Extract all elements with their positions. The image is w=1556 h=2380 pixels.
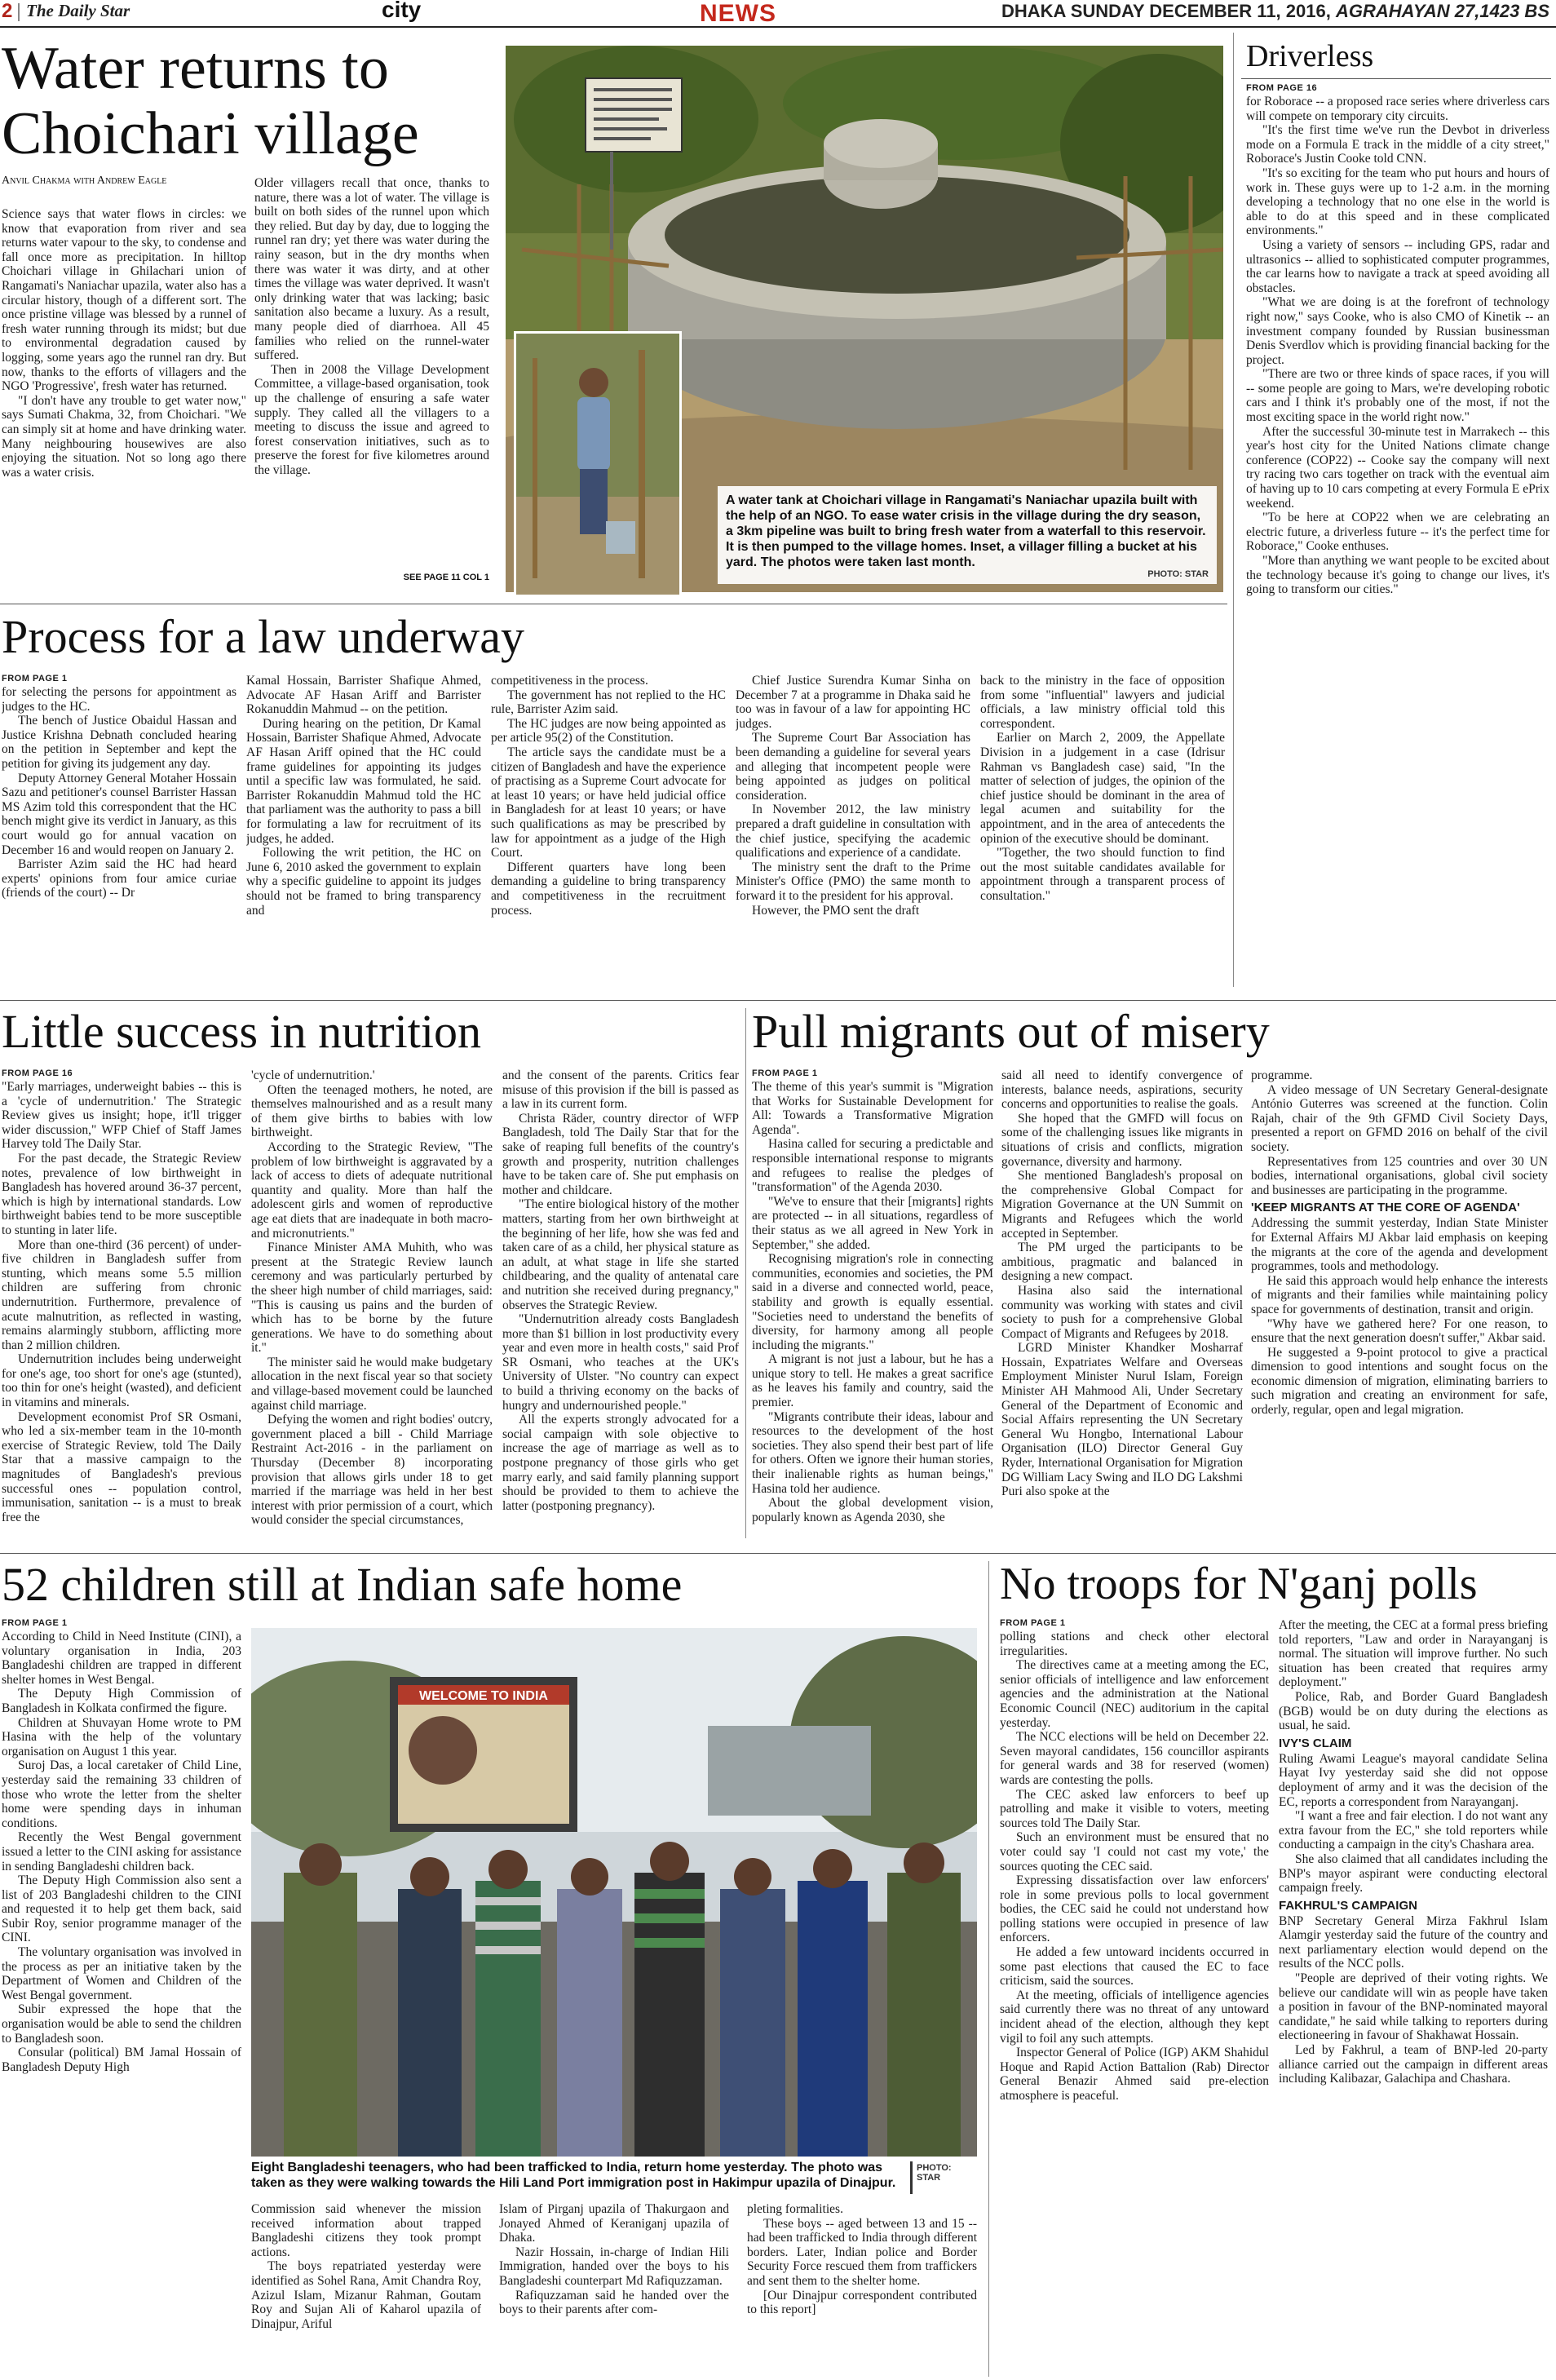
villager-illustration <box>516 334 679 595</box>
paragraph: Rafiquzzaman said he handed over the boys to their parents after com- <box>499 2288 729 2317</box>
subhead: FAKHRUL'S CAMPAIGN <box>1279 1898 1417 1913</box>
paragraph: The NCC elections will be held on December 22. Seven mayoral candidates, 156 councillor aspirants for general wards and 38 for reserved (women) wards are contesting the polls. <box>1000 1730 1269 1787</box>
paragraph: The theme of this year's summit is "Migration that Works for Sustainable Development for All: Towards a Transformative Migration Agenda". <box>752 1080 993 1137</box>
paragraph: About the global development vision, popularly known as Agenda 2030, she <box>752 1496 993 1524</box>
paragraph: Suroj Das, a local caretaker of Child Line, yesterday said the remaining 33 children of those who wrote the letter from the shelter home were spending days in inhuman conditions. <box>2 1758 241 1830</box>
paragraph: Science says that water flows in circles: we know that evaporation from river and sea returns water vapour to the sky, to condense and fall once more as precipitation. In hilltop Choichari village in Ghilachari union of Rangamati's Naniachar upazila, water also has a circular history, though of a different sort. The once pristine village was blessed by a runnel of fresh water running through its midst; but due to environmental degradation caused by logging, some years ago the runnel ran dry. But now, thanks to the efforts of villagers and the NGO 'Progressive', fresh water has returned. <box>2 207 246 394</box>
migrants-column-1 <box>752 1068 993 1538</box>
paragraph: Hasina called for securing a predictable and responsible international response to migrants and refugees to realise the pledges of "transformation" of the Agenda 2030. <box>752 1137 993 1195</box>
nutrition-headline: Little success in nutrition <box>2 1005 481 1058</box>
paragraph: "I want a free and fair election. I do not want any extra favour from the EC," she told reporters while conducting a campaign in the city's Chashara area. <box>1279 1809 1548 1852</box>
paragraph: Nazir Hossain, in-charge of Indian Hili Immigration, handed over the boys to his Bangladeshi counterpart Md Rafiquzzaman. <box>499 2245 729 2288</box>
paragraph: back to the ministry in the face of opposition from some "influential" lawyers and judicial officials, a law ministry official told this correspondent. <box>980 674 1225 731</box>
paragraph: Kamal Hossain, Barrister Shafique Ahmed, Advocate AF Hasan Ariff and Barrister Rokanuddin Mahmud -- on the petition. <box>246 674 481 717</box>
law-headline: Process for a law underway <box>2 610 525 663</box>
children-return-photo <box>251 1628 977 2157</box>
migrants-column-2 <box>1001 1068 1243 1538</box>
header-separator <box>18 3 20 21</box>
paragraph: Defying the women and right bodies' outcry, government placed a bill - Child Marriage Restraint Act-2016 - in the parliament on Thursday (December 8) incorporating provision that allows girls under 18 to get married if the marriage was held in her best interest with prior permission of a court, which would consider the special circumstances, <box>251 1413 493 1528</box>
paragraph: "Together, the two should function to find out the most suitable candidates available for appointment through a transparent process of consultation." <box>980 846 1225 903</box>
headline-rule <box>1241 78 1551 79</box>
paragraph: She also claimed that all candidates including the BNP's mayor aspirant were conducting electoral campaign freely. <box>1279 1851 1548 1896</box>
paragraph: The minister said he would make budgetary allocation in the next fiscal year so that society and village-based movement could be launched against child marriage. <box>251 1355 493 1413</box>
page-header <box>0 0 1556 28</box>
dateline <box>1001 1 1549 22</box>
paragraph: The article says the candidate must be a citizen of Bangladesh and have the experience of practising as a Supreme Court advocate for at least 10 years; or have held judicial office in Bangladesh for at least 10 years; or have such qualifications as may be prescribed by law for appointment as a judge of the High Court. <box>491 745 726 860</box>
law-column-1 <box>2 674 236 987</box>
paragraph: Often the teenaged mothers, he noted, are themselves malnourished and as a result many of them give births to babies with low birthweight. <box>251 1082 493 1140</box>
troops-column-1 <box>1000 1618 1269 2377</box>
paragraph: Finance Minister AMA Muhith, who was present at the Strategic Review launch ceremony and was particularly perturbed by the sheer high number of child marriages, said: "This is causing us pains and the burden of which has to be borne by the future generations. We have to do something about it." <box>251 1241 493 1356</box>
paragraph: "Early marriages, underweight babies -- this is a 'cycle of undernutrition.' The Strategic Review gives us insight; hope, it'll trigger wider discussion," WFP Chief of Staff James Harvey told The Daily Star. <box>2 1080 241 1152</box>
paragraph: The bench of Justice Obaidul Hassan and Justice Krishna Debnath concluded hearing on the petition in September and kept the petition for giving its judgement any day. <box>2 714 236 771</box>
jump-from: FROM PAGE 16 <box>1246 83 1318 93</box>
children-photo-caption: Eight Bangladeshi teenagers, who had been trafficked to India, return home yesterday. The photo was taken as they were walking towards the Hili Land Port immigration post in Hakimpur upazila of Dinajpur. <box>251 2161 896 2190</box>
children-column-1 <box>2 1618 241 2377</box>
paragraph: Development economist Prof SR Osmani, who led a six-member team in the 10-month exercise of Strategic Review, told The Daily Star that a massive campaign to the magnitudes of Bangladesh's previous successful ones -- population control, immunisation, sanitation -- is a must to break free the <box>2 1409 241 1524</box>
paragraph: More than one-third (36 percent) of under-five children in Bangladesh suffer from stunting, which means some 5.5 million children are suffering from chronic undernutrition. Furthermore, prevalence of acute malnutrition, as reflected in wasting, remains alarmingly stubborn, afflicting more than 2 million children. <box>2 1237 241 1352</box>
water-column-1 <box>2 207 246 582</box>
paragraph: BNP Secretary General Mirza Fakhrul Islam Alamgir yesterday said the future of the country and next parliamentary election would depend on the results of the NCC polls. <box>1279 1913 1548 1971</box>
water-headline: Water returns to Choichari village <box>2 35 419 167</box>
paragraph: "What we are doing is at the forefront of technology right now," says Cooke, who is also CMO of Kinetik -- an investment company founded by Russian businessman Denis Sverdlov which is providing financial backing for the project. <box>1246 295 1549 367</box>
paragraph: [Our Dinajpur correspondent contributed to this report] <box>747 2288 977 2317</box>
column-divider <box>745 1008 746 1538</box>
paragraph: "There are two or three kinds of space races, if you will -- some people are going to Mars, we're developing robotic cars and I think it's probably one of the most, if not the most exciting space in the world right now." <box>1246 367 1549 425</box>
paragraph: Representatives from 125 countries and over 30 UN bodies, international organisations, global civil society and businesses are participating in the programme. <box>1251 1154 1548 1197</box>
paragraph: "People are deprived of their voting rights. We believe our candidate will win as people have taken a position in favour of the BNP-nominated mayoral candidate," he said while talking to reporters during electioneering in favour of Shakhawat Hossain. <box>1279 1971 1548 2043</box>
paragraph: Inspector General of Police (IGP) AKM Shahidul Hoque and Rapid Action Battalion (Rab) Director General Benazir Ahmed said pre-election atmosphere is peaceful. <box>1000 2046 1269 2103</box>
paragraph: The voluntary organisation was involved in the process as per an initiative taken by the Department of Women and Children of the West Bengal government. <box>2 1945 241 2002</box>
migrants-headline: Pull migrants out of misery <box>752 1005 1270 1058</box>
paragraph: Children at Shuvayan Home wrote to PM Hasina with the help of the voluntary organisation on August 1 this year. <box>2 1715 241 1758</box>
water-photo-caption: A water tank at Choichari village in Rangamati's Naniachar upazila built with the help of an NGO. To ease water crisis in the village during the dry season, a 3km pipeline was built to bring fresh water from a waterfall to this reservoir. It is then pumped to the village homes. Inset, a villager filling a bucket at his yard. The photos were taken last month. <box>726 493 1206 569</box>
desk-label: NEWS <box>700 0 776 27</box>
paragraph: For the past decade, the Strategic Review notes, prevalence of low birthweight in Bangladesh has hovered around 36-37 percent, which is high by international standards. Low birthweight babies tend to be more susceptible to stunting in later life. <box>2 1151 241 1237</box>
column-divider <box>1233 33 1234 987</box>
paragraph: "It's so exciting for the team who put hours and hours of work in. These guys were up to 1-2 a.m. in the morning developing a technology that no one else in the world is able to do at this speed and in these complicated environments." <box>1246 166 1549 238</box>
paragraph: LGRD Minister Khandker Mosharraf Hossain, Expatriates Welfare and Overseas Employment Minister Nurul Islam, Foreign Minister AH Mahmood Ali, Under Secretary General of the Department of Economic and Social Affairs representing the UN Secretary General Wu Hongbo, International Labour Organisation (ILO) Director General Guy Ryder, International Organisation for Migration DG William Lacy Swing and ILO DG Lakshmi Puri also spoke at the <box>1001 1341 1243 1499</box>
paragraph: Following the writ petition, the HC on June 6, 2010 asked the government to explain why a specific guideline to appoint its judges should not be framed to bring transparency and <box>246 846 481 918</box>
jump-from: FROM PAGE 1 <box>2 1618 68 1628</box>
paragraph: Earlier on March 2, 2009, the Appellate Division in a judgement in a case (Idrisur Rahman vs Bangladesh case) said, "In the matter of selection of judges, the opinion of the chief justice should be dominant in the area of legal acumen and suitability for the appointment, and in the area of antecedents the opinion of the executive should be dominant. <box>980 731 1225 846</box>
paragraph: However, the PMO sent the draft <box>752 903 920 918</box>
paragraph: "I don't have any trouble to get water now," says Sumati Chakma, 32, from Choichari. "We can simply sit at home and have drinking water. Many neighbouring housewives are also enjoying the situation. Not so long ago there was a water crisis. <box>2 393 246 480</box>
paragraph: The HC judges are now being appointed as per article 95(2) of the Constitution. <box>491 716 726 745</box>
paragraph: He suggested a 9-point protocol to give a practical dimension to good intentions and sought focus on the economic dimension of migration, eliminating barriers to such migration and creating an environment for safe, orderly, regular, open and legal migration. <box>1251 1345 1548 1418</box>
caption-marker <box>910 2161 913 2194</box>
paragraph: "We've to ensure that their [migrants] rights are protected -- in all situations, regardless of their status as we all agreed in New York in September," she added. <box>752 1194 993 1252</box>
children-column-3 <box>499 2202 729 2377</box>
paragraph: "The entire biological history of the mother matters, starting from her own birthweight at the beginning of her life, how she was fed and taken care of as a child, her physical stature as an adult, at what stage in life she started childbearing, and the quality of antenatal care and nutrition she received during pregnancy," observes the Strategic Review. <box>502 1197 739 1312</box>
paragraph: Such an environment must be ensured that no voter could say 'I could not cast my vote,' the sources quoting the CEC said. <box>1000 1830 1269 1873</box>
paragraph: The directives came at a meeting among the EC, senior officials of intelligence and law enforcement agencies and the administration at the National Economic Council (NEC) auditorium in the capital yesterday. <box>1000 1658 1269 1730</box>
paragraph: polling stations and check other electoral irregularities. <box>1000 1630 1269 1658</box>
paragraph: "Migrants contribute their ideas, labour and resources to the development of the host societies. They also spend their best part of life for others. Often we ignore their human stories, their inalienable rights as human beings," Hasina told her audience. <box>752 1409 993 1496</box>
paragraph: Addressing the summit yesterday, Indian State Minister for External Affairs MJ Akbar laid emphasis on keeping the migrants at the core of the agenda and development programmes, tools and methodology. <box>1251 1216 1548 1274</box>
paragraph: Police, Rab, and Border Guard Bangladesh (BGB) would be on duty during the elections as usual, he said. <box>1279 1689 1548 1733</box>
paragraph: "More than anything we want people to be excited about the technology because it's going to change our lives, it's going to transform our cities." <box>1246 554 1549 597</box>
paragraph: Different quarters have long been demanding a guideline to bring transparency and competitiveness in the recruitment process. <box>491 860 726 918</box>
paragraph: 'cycle of undernutrition.' <box>251 1068 375 1082</box>
paragraph: A video message of UN Secretary General-designate António Guterres was screened at the function. Colin Rajah, chair of the 9th GFMD Civil Society Days, presented a report on GFMD 2016 on behalf of the civil society. <box>1251 1082 1548 1154</box>
paragraph: The boys repatriated yesterday were identified as Sohel Rana, Amit Chandra Roy, Azizul Islam, Mizanur Rahman, Goutam Roy and Sujan Ali of Kaharol upazila of Dinajpur, Ariful <box>251 2259 481 2331</box>
driverless-headline: Driverless <box>1246 39 1374 73</box>
water-photo-credit: PHOTO: STAR <box>1147 569 1209 579</box>
paragraph: Islam of Pirganj upazila of Thakurgaon and Jonayed Ahmed of Keraniganj upazila of Dhaka. <box>499 2202 729 2245</box>
column-divider <box>988 1561 989 2377</box>
law-column-2 <box>246 674 481 987</box>
masthead: The Daily Star <box>26 1 130 20</box>
water-column-2 <box>254 176 489 574</box>
bangla-date: AGRAHAYAN 27,1423 BS <box>1335 1 1549 21</box>
paragraph: Chief Justice Surendra Kumar Sinha on December 7 at a programme in Dhaka said he too was in favour of a law for appointing HC judges. <box>736 674 970 731</box>
paragraph: The ministry sent the draft to the Prime Minister's Office (PMO) the same month to forward it to the president for his approval. <box>736 860 970 903</box>
troops-headline: No troops for N'ganj polls <box>1000 1559 1478 1609</box>
paragraph: The Deputy High Commission also sent a list of 203 Bangladeshi children to the CINI and requested it to help get them back, said Subir Roy, senior programme manager of the CINI. <box>2 1873 241 1945</box>
water-caption-box <box>718 486 1217 584</box>
water-byline: Anvil Chakma with Andrew Eagle <box>2 175 167 187</box>
children-column-2 <box>251 2202 481 2377</box>
paragraph: The Deputy High Commission of Bangladesh in Kolkata confirmed the figure. <box>2 1687 241 1715</box>
law-column-5 <box>980 674 1225 987</box>
nutrition-column-1 <box>2 1068 241 1538</box>
law-column-4 <box>736 674 970 987</box>
paragraph: Expressing dissatisfaction over law enforcers' role in some previous polls to local government bodies, the CEC said he could not understand how polling stations were occupied in presence of law enforcers. <box>1000 1873 1269 1945</box>
paragraph: pleting formalities. <box>747 2202 843 2216</box>
paragraph: The Supreme Court Bar Association has been demanding a guideline for several years and alleging that incompetent people were being appointed as judges on political consideration. <box>736 731 970 803</box>
paragraph: "To be here at COP22 when we are celebrating an electric future, a driverless future -- it's the perfect time for Roborace," Cooke enthuses. <box>1246 511 1549 554</box>
paragraph: Barrister Azim said the HC had heard experts' opinions from four amice curiae (friends of the court) -- Dr <box>2 857 236 900</box>
paragraph: Older villagers recall that once, thanks to nature, there was a lot of water. The village is built on both sides of the runnel upon which they relied. But day by day, due to logging the runnel ran dry; yet there was water during the rainy season, but in the dry months when there was water it was dirty, and at other times the village was water deprived. It wasn't only drinking water that was lacking; basic sanitation also became a luxury. As a result, many people died of diarrhoea. All 45 families who relied on the runnel-water suffered. <box>254 176 489 363</box>
paragraph: Then in 2008 the Village Development Committee, a village-based organisation, took up the challenge of ensuring a safe water supply. They called all the villagers to a meeting to discuss the issue and agreed to forest conservation initiatives, such as to preserve the forest for five kilometres around the village. <box>254 362 489 477</box>
paragraph: for Roborace -- a proposed race series where driverless cars will compete on temporary city circuits. <box>1246 95 1549 123</box>
paragraph: and the consent of the parents. Critics fear misuse of this provision if the bill is passed as a law in its current form. <box>502 1068 739 1112</box>
paragraph: After the meeting, the CEC at a formal press briefing told reporters, "Law and order in Narayanganj is normal. The situation will improve further. No such situation has been created that requires army deployment." <box>1279 1618 1548 1690</box>
paragraph: She mentioned Bangladesh's proposal on the comprehensive Global Compact for Migration Governance at the UN Summit on Migrants and Refugees which the world accepted in September. <box>1001 1169 1243 1241</box>
children-photo-illustration <box>251 1628 977 2157</box>
paragraph: All the experts strongly advocated for a social campaign with sole objective to increase the age of marriage as well as to postpone pregnancy of those girls who get marry early, and said family planning support should be provided to them to achieve the latter (postponing pregnancy). <box>502 1413 739 1513</box>
children-column-4 <box>747 2202 977 2377</box>
law-column-3 <box>491 674 726 987</box>
paragraph: After the successful 30-minute test in Marrakech -- this year's host city for the United Nations climate change conference (COP22) -- Cooke say the company will next try racing two cars together on track with the eventual aim of having up to 10 cars competing at every Formula E ePrix weekend. <box>1246 424 1549 511</box>
paragraph: Ruling Awami League's mayoral candidate Selina Hayat Ivy yesterday said she did not oppose deployment of army and it was the decision of the EC, reports a correspondent from Narayanganj. <box>1279 1751 1548 1809</box>
subhead: 'KEEP MIGRANTS AT THE CORE OF AGENDA' <box>1251 1201 1520 1215</box>
paragraph: Consular (political) BM Jamal Hossain of Bangladesh Deputy High <box>2 2046 241 2074</box>
paragraph: These boys -- aged between 13 and 15 -- had been trafficked to India through different borders. Later, Indian police and Border Security Force rescued them from traffickers and sent them to the shelter home. <box>747 2216 977 2288</box>
paragraph: He added a few untoward incidents occurred in some past elections that caused the EC to face criticism, said the sources. <box>1000 1945 1269 1988</box>
section-rule <box>0 1000 1556 1001</box>
subhead: IVY'S CLAIM <box>1279 1736 1352 1750</box>
section-name: city <box>382 0 422 22</box>
nutrition-column-3 <box>502 1068 739 1538</box>
migrants-column-3 <box>1251 1068 1548 1538</box>
jump-from: FROM PAGE 1 <box>752 1068 818 1078</box>
welcome-banner-text: WELCOME TO INDIA <box>419 1689 548 1703</box>
villager-inset-photo <box>514 331 682 597</box>
jump-from: FROM PAGE 16 <box>2 1068 73 1078</box>
troops-column-2 <box>1279 1618 1548 2377</box>
paragraph: At the meeting, officials of intelligence agencies said currently there was no threat of any untoward incident ahead of the election, although they kept vigil to foil any such attempts. <box>1000 1988 1269 2046</box>
nutrition-column-2 <box>251 1068 493 1538</box>
paragraph: Hasina also said the international community was working with states and civil society to push for a comprehensive Global Compact of Migrants and Refugees by 2018. <box>1001 1283 1243 1341</box>
paragraph: The PM urged the participants to be ambitious, pragmatic and balanced in designing a new compact. <box>1001 1241 1243 1284</box>
paragraph: Recently the West Bengal government issued a letter to the CINI asking for assistance in sending Bangladeshi children back. <box>2 1830 241 1873</box>
paragraph: Deputy Attorney General Motaher Hossain Sazu and petitioner's counsel Barrister Hassan MS Azim told this correspondent that the HC bench might give its verdict in January, as this court would go for annual vacation on December 16 and would reopen on January 2. <box>2 771 236 857</box>
paragraph: She hoped that the GMFD will focus on some of the challenging issues like migrants in situations of crisis and conflicts, migration governance, diversity and harmony. <box>1001 1111 1243 1169</box>
paragraph: for selecting the persons for appointment as judges to the HC. <box>2 685 236 714</box>
paragraph: Recognising migration's role in connecting communities, economies and societies, the PM said in a diverse and connected world, peace, stability and growth is equally essential. "Societies need to understand the benefits of diversity, for harmony among all people including the migrants." <box>752 1252 993 1352</box>
paragraph: "Undernutrition already costs Bangladesh more than $1 billion in lost productivity every year and even more in health costs," said Prof SR Osmani, who teaches at the UK's University of Ulster. "No country can expect to build a thriving economy on the backs of hungry and undernourished people." <box>502 1312 739 1413</box>
jump-from: FROM PAGE 1 <box>2 674 68 683</box>
page-number: 2 <box>2 0 13 22</box>
paragraph: The CEC asked law enforcers to beef up patrolling and make it visible to voters, meeting sources told The Daily Star. <box>1000 1787 1269 1830</box>
paragraph: "Why have we gathered here? For one reason, to ensure that the next generation doesn't suffer," Akbar said. <box>1251 1316 1548 1346</box>
date: DHAKA SUNDAY DECEMBER 11, 2016, <box>1001 1 1331 21</box>
paragraph: The government has not replied to the HC rule, Barrister Azim said. <box>491 688 726 717</box>
paragraph: Christa Räder, country director of WFP Bangladesh, told The Daily Star that for the sake of reaping full benefits of the country's growth and prosperity, nutrition challenges have to be taken care of. She put emphasis on mother and childcare. <box>502 1111 739 1197</box>
children-photo-credit: PHOTO: STAR <box>917 2163 952 2183</box>
jump-from: FROM PAGE 1 <box>1000 1618 1066 1628</box>
driverless-story <box>1246 83 1549 985</box>
paragraph: Subir expressed the hope that the organisation would be able to send the children to Bangladesh soon. <box>2 2002 241 2046</box>
paragraph: Using a variety of sensors -- including GPS, radar and ultrasonics -- allied to sophisticated computer programmes, the car learns how to navigate a track at speed avoiding all obstacles. <box>1246 237 1549 295</box>
paragraph: A migrant is not just a labour, but he has a unique story to tell. He makes a great sacrifice as he leaves his family and country, said the premier. <box>752 1352 993 1410</box>
paragraph: According to the Strategic Review, "The problem of low birthweight is aggravated by a lack of access to diets of adequate nutritional quantity and quality. More than half the adolescent girls and women of reproductive age eat diets that are inadequate in both macro- and micronutrients." <box>251 1139 493 1241</box>
paragraph: He said this approach would help enhance the interests of migrants and their families while maintaining policy space for governments of destination, transit and origin. <box>1251 1273 1548 1316</box>
paragraph: Commission said whenever the mission received information about trapped Bangladeshi citizens they took prompt actions. <box>251 2202 481 2259</box>
paragraph: In November 2012, the law ministry prepared a draft guideline in consultation with the chief justice, specifying the academic qualifications and experience of a candidate. <box>736 803 970 860</box>
paragraph: Undernutrition includes being underweight for one's age, too short for one's age (stunted), too thin for one's height (wasted), and deficient in vitamins and minerals. <box>2 1352 241 1410</box>
paragraph: Led by Fakhrul, a team of BNP-led 20-party alliance carried out the campaign in different areas including Kalibazar, Galachipa and Chashara. <box>1279 2043 1548 2086</box>
paragraph: competitiveness in the process. <box>491 674 648 688</box>
section-rule <box>0 1553 1556 1554</box>
paragraph: According to Child in Need Institute (CINI), a voluntary organisation in India, 203 Bangladeshi children are trapped in different shelter homes in West Bengal. <box>2 1630 241 1687</box>
paragraph: programme. <box>1251 1068 1313 1082</box>
children-headline: 52 children still at Indian safe home <box>2 1558 683 1611</box>
paragraph: During hearing on the petition, Dr Kamal Hossain, Barrister Shafique Ahmed, Advocate AF Hasan Ariff opined that the HC could frame guidelines for appointing its judges until a specific law was formulated, he said. Barrister Rokanuddin Mahmud told the HC that parliament was the authority to pass a bill for formulating a law for recruitment of its judges, he added. <box>246 716 481 846</box>
paragraph: "It's the first time we've run the Devbot in driverless mode on a Formula E track in the middle of a city street," Roborace's Justin Cooke told CNN. <box>1246 123 1549 166</box>
water-jump: SEE PAGE 11 COL 1 <box>403 573 489 582</box>
paragraph: said all need to identify convergence of interests, balance needs, aspirations, security concerns and opportunities to realise the goals. <box>1001 1068 1243 1112</box>
